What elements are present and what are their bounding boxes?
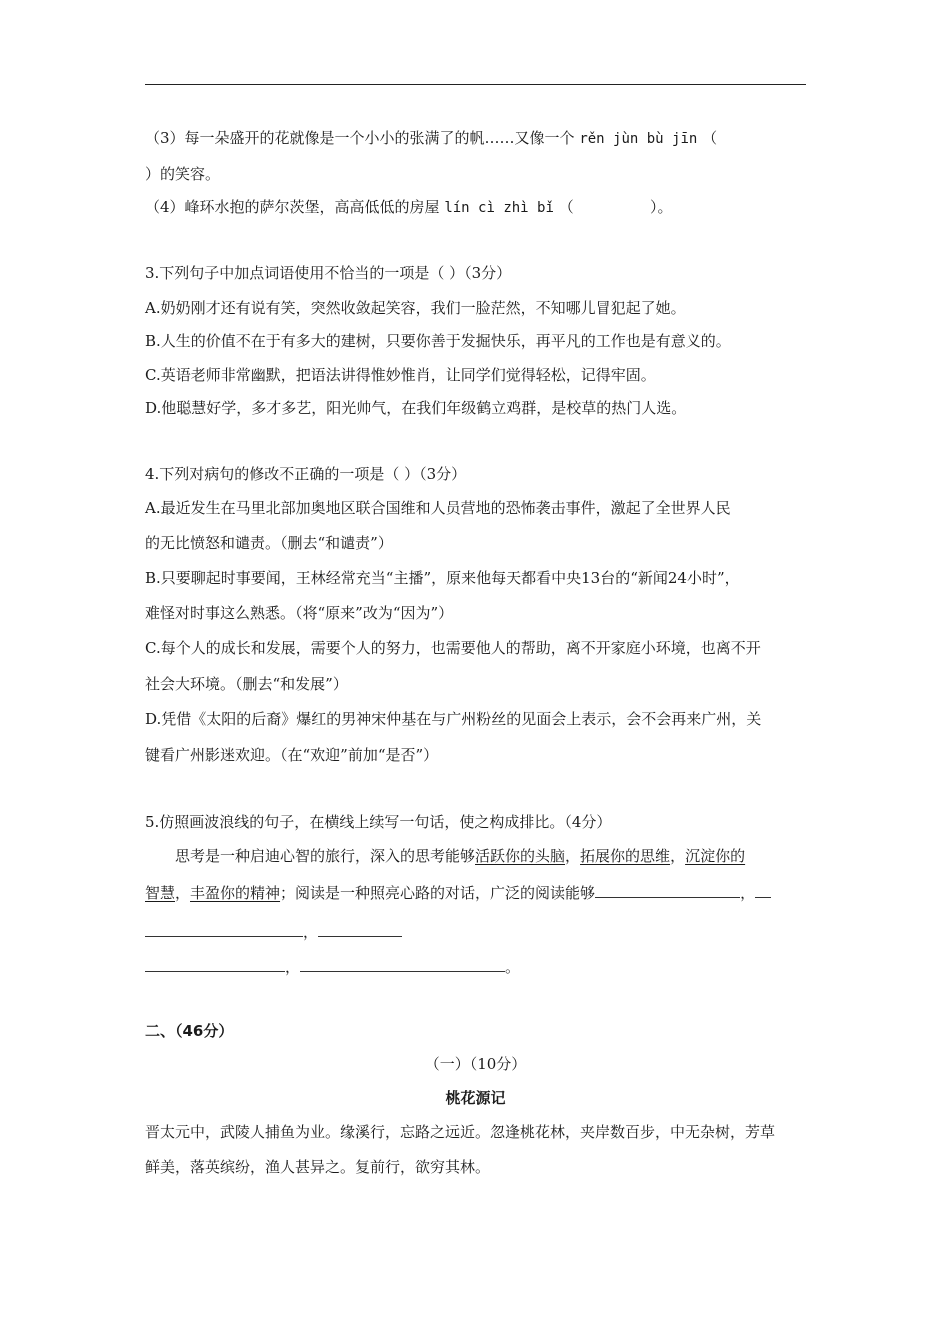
- passage-line2: 鲜美，落英缤纷，渔人甚异之。复前行，欲穷其林。: [145, 1158, 491, 1176]
- q5-end-mark: 。: [505, 958, 521, 976]
- passage-line1: 晋太元中，武陵人捕鱼为业。缘溪行，忘路之远近。忽逢桃花林，夹岸数百步，中无杂树，芳草: [145, 1123, 776, 1141]
- q2-item3-line2: ）的笑容。: [145, 165, 221, 183]
- q5-mid-text: ；阅读是一种照亮心路的对话，广泛的阅读能够: [280, 884, 596, 902]
- q3-option-b[interactable]: B.人生的价值不在于有多大的建树，只要你善于发掘快乐，再平凡的工作也是有意义的。: [145, 332, 731, 350]
- q5-stem: 5.仿照画波浪线的句子，在横线上续写一句话，使之构成排比。（4分）: [145, 813, 612, 831]
- q3-option-a[interactable]: A.奶奶刚才还有说有笑，突然收敛起笑容，我们一脸茫然，不知哪儿冒犯起了她。: [145, 299, 686, 317]
- q4-stem: 4.下列对病句的修改不正确的一项是（ ）（3分）: [145, 465, 467, 483]
- q2-item4-answer-blank[interactable]: （ ）。: [558, 198, 673, 216]
- q2-item4-pinyin: lín cì zhì bǐ: [444, 200, 554, 216]
- q5-wavy-phrase-3: 沉淀你的: [685, 847, 746, 865]
- q3-stem: 3.下列句子中加点词语使用不恰当的一项是（ ）（3分）: [145, 264, 512, 282]
- q5-wavy-phrase-2: 拓展你的思维: [580, 847, 671, 865]
- q5-sep: ，: [303, 923, 319, 941]
- q5-answer-blank-2b[interactable]: [145, 922, 303, 937]
- q5-wavy-phrase-4: 丰盈你的精神: [190, 884, 281, 902]
- q5-answer-blank-4[interactable]: [300, 957, 505, 972]
- q5-sep: ，: [565, 847, 581, 865]
- section2-heading: 二、（46分）: [145, 1022, 234, 1040]
- q2-item4-text: （4）峰环水抱的萨尔茨堡，高高低低的房屋: [145, 198, 440, 216]
- q5-answer-blank-3b[interactable]: [145, 957, 285, 972]
- q4-option-d-line2: 键看广州影迷欢迎。（在“欢迎”前加“是否”）: [145, 746, 439, 764]
- q2-item4: [145, 197, 672, 218]
- q4-option-c-line2: 社会大环境。（删去“和发展”）: [145, 675, 348, 693]
- q5-sep: ，: [175, 884, 191, 902]
- passage-title: 桃花源记: [445, 1089, 506, 1107]
- q4-option-d-line1[interactable]: D.凭借《太阳的后裔》爆红的男神宋仲基在与广州粉丝的见面会上表示，会不会再来广州，关: [145, 710, 762, 728]
- q5-wavy-phrase-3b: 智慧: [145, 884, 176, 902]
- q5-answer-blank-3a[interactable]: [318, 922, 402, 937]
- q4-option-b-line2: 难怪对时事这么熟悉。（将“原来”改为“因为”）: [145, 604, 454, 622]
- q2-item3-pinyin: rěn jùn bù jīn: [579, 131, 698, 147]
- q5-answer-blank-2a[interactable]: [755, 883, 771, 898]
- q3-option-d[interactable]: D.他聪慧好学，多才多艺，阳光帅气，在我们年级鹤立鸡群，是校草的热门人选。: [145, 399, 687, 417]
- header-rule: [145, 84, 806, 85]
- q5-lead-text: 思考是一种启迪心智的旅行，深入的思考能够: [175, 847, 476, 865]
- q2-item3-paren: （: [702, 129, 718, 147]
- q5-para-line2: [145, 883, 771, 903]
- section2-subheading: （一）（10分）: [424, 1055, 527, 1073]
- q5-wavy-phrase-1: 活跃你的头脑: [475, 847, 566, 865]
- q4-option-a-line2: 的无比愤怒和谴责。（删去“和谴责”）: [145, 534, 393, 552]
- q5-blank-line3: [145, 922, 402, 942]
- q5-sep: ，: [670, 847, 686, 865]
- q2-item3-text: （3）每一朵盛开的花就像是一个小小的张满了的帆……又像一个: [145, 129, 575, 147]
- q5-blank-line4: [145, 957, 520, 977]
- q4-option-a-line1[interactable]: A.最近发生在马里北部加奥地区联合国维和人员营地的恐怖袭击事件，激起了全世界人民: [145, 499, 731, 517]
- q3-option-c[interactable]: C.英语老师非常幽默，把语法讲得惟妙惟肖，让同学们觉得轻松，记得牢固。: [145, 366, 656, 384]
- q2-item3-line1: [145, 128, 717, 149]
- q4-option-b-line1[interactable]: B.只要聊起时事要闻，王林经常充当“主播”，原来他每天都看中央13台的“新闻24小时”，: [145, 569, 740, 587]
- q5-para-line1: [175, 846, 745, 866]
- q5-sep: ，: [740, 884, 756, 902]
- q5-answer-blank-1[interactable]: [595, 883, 740, 898]
- q5-sep: ，: [285, 958, 301, 976]
- q4-option-c-line1[interactable]: C.每个人的成长和发展，需要个人的努力，也需要他人的帮助，离不开家庭小环境，也离不开: [145, 639, 761, 657]
